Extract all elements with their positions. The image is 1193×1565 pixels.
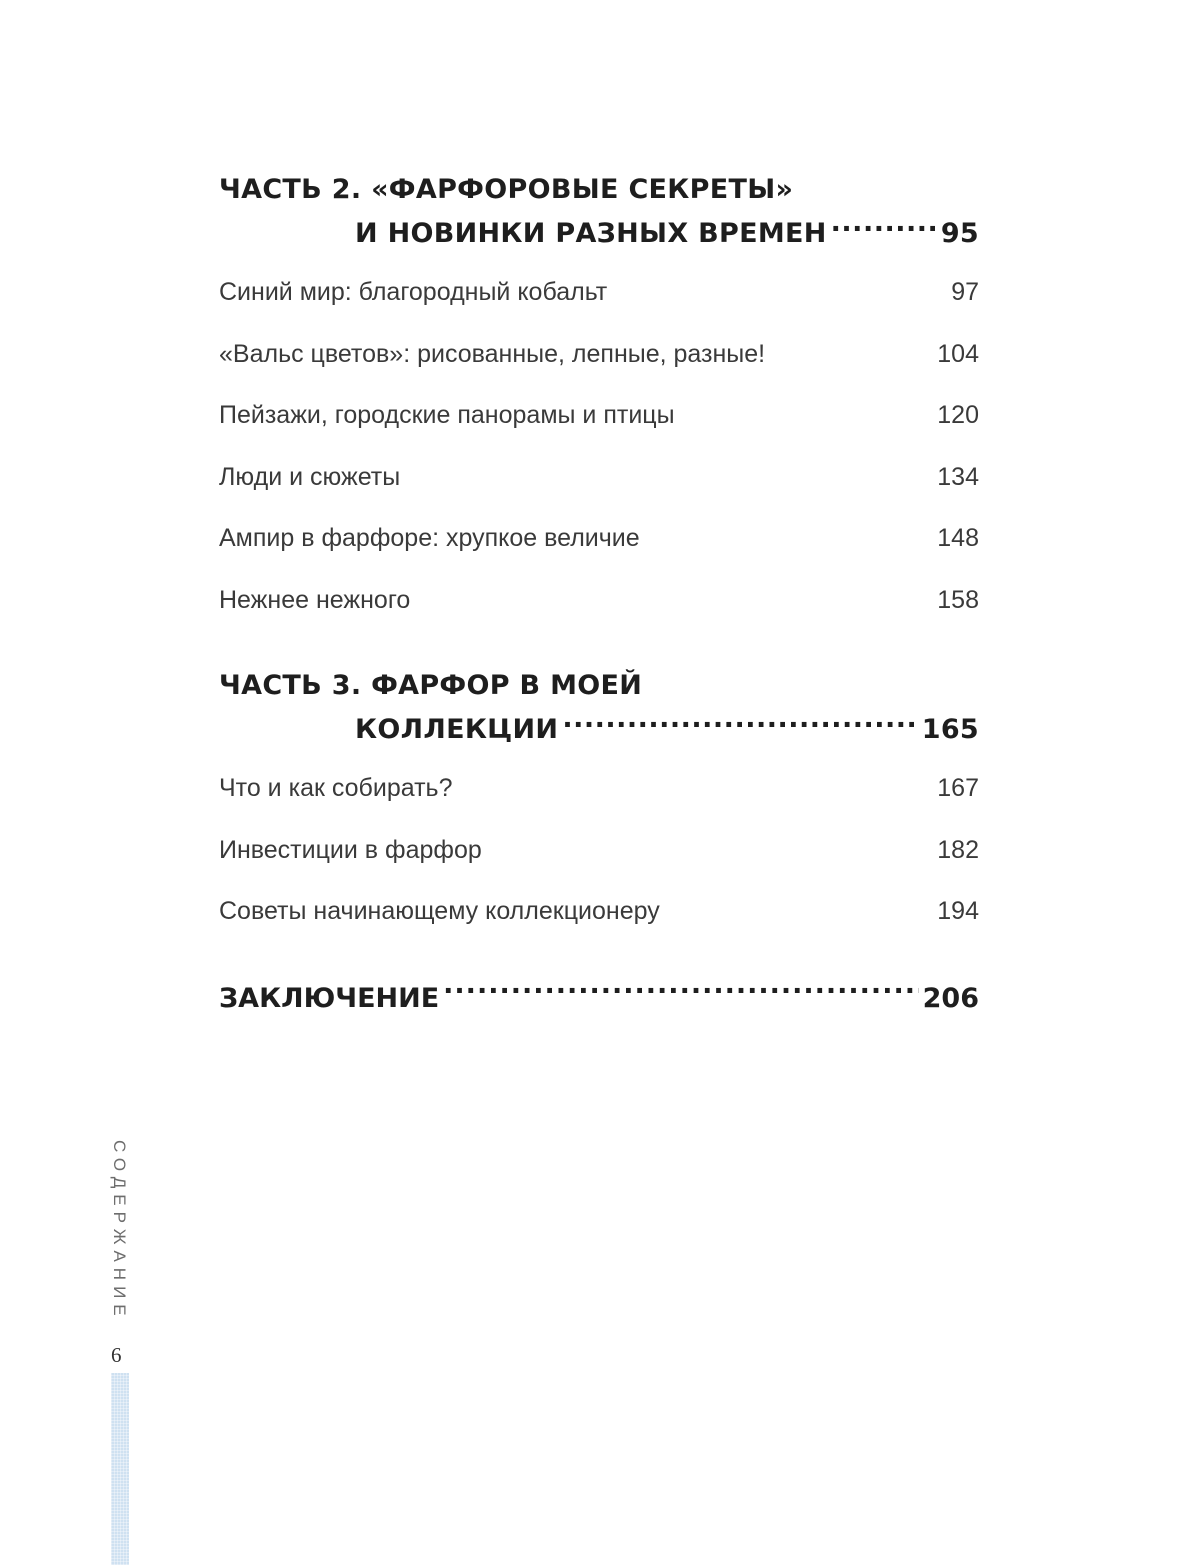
toc-entry[interactable]: [219, 508, 979, 570]
toc-entry-title: Нежнее нежного: [219, 585, 411, 614]
part-3-title-line2-row: [219, 708, 979, 752]
toc-entry[interactable]: [219, 385, 979, 447]
toc-entry-title: Люди и сюжеты: [219, 462, 401, 491]
toc-entry-title: Советы начинающему коллекционеру: [219, 897, 660, 925]
toc-entry[interactable]: [219, 262, 979, 324]
conclusion-page: 206: [922, 983, 979, 1014]
part-3-heading: [219, 664, 979, 752]
toc-entry[interactable]: [219, 447, 979, 509]
toc-entry-title: Что и как собирать?: [219, 774, 453, 802]
dot-leader: [644, 521, 934, 546]
toc-part-3: [219, 664, 979, 943]
accent-bar: [111, 1373, 129, 1565]
toc-entry-page: 194: [937, 897, 979, 925]
toc-entry-page: 134: [937, 462, 979, 491]
dot-leader: [486, 833, 934, 858]
toc-entry[interactable]: [219, 758, 979, 820]
page-number: 6: [111, 1343, 122, 1367]
part-2-entries: [219, 262, 979, 631]
part-2-title-line1: ЧАСТЬ 2. «ФАРФОРОВЫЕ СЕКРЕТЫ»: [219, 174, 794, 205]
dot-leader: [456, 771, 933, 796]
toc-entry-page: 104: [937, 339, 979, 368]
dot-leader: [404, 460, 933, 485]
toc-entry-page: 148: [937, 524, 979, 552]
part-3-title-line2: КОЛЛЕКЦИИ: [355, 714, 559, 745]
dot-leader: [611, 275, 947, 300]
toc-entry-page: 182: [937, 835, 979, 864]
toc-entry[interactable]: [219, 570, 979, 632]
toc-entry-page: 167: [937, 774, 979, 802]
part-3-page: 165: [921, 714, 979, 745]
conclusion-title: ЗАКЛЮЧЕНИЕ: [219, 983, 440, 1014]
dot-leader: [562, 711, 917, 738]
toc-entry-title: «Вальс цветов»: рисованные, лепные, разные!: [219, 339, 766, 368]
dot-leader: [443, 980, 918, 1007]
dot-leader: [831, 215, 937, 242]
toc-entry-title: Инвестиции в фарфор: [219, 835, 482, 864]
part-2-page: 95: [940, 218, 979, 249]
toc-part-2: [219, 168, 979, 631]
conclusion-entry[interactable]: [219, 977, 979, 1021]
toc-entry[interactable]: [219, 820, 979, 882]
part-3-title-line1: ЧАСТЬ 3. ФАРФОР В МОЕЙ: [219, 670, 643, 701]
part-3-entries: [219, 758, 979, 943]
toc-entry-page: 120: [937, 401, 979, 429]
part-2-heading: [219, 168, 979, 256]
toc-entry-title: Пейзажи, городские панорамы и птицы: [219, 401, 675, 429]
dot-leader: [414, 583, 933, 608]
dot-leader: [769, 337, 933, 362]
dot-leader: [664, 894, 934, 919]
toc-entry-page: 158: [937, 585, 979, 614]
toc-entry[interactable]: [219, 881, 979, 943]
toc-entry-title: Синий мир: благородный кобальт: [219, 278, 608, 306]
dot-leader: [679, 398, 934, 423]
part-2-title-line2: И НОВИНКИ РАЗНЫХ ВРЕМЕН: [355, 218, 827, 249]
toc-entry-title: Ампир в фарфоре: хрупкое величие: [219, 524, 640, 552]
toc-entry-page: 97: [951, 278, 979, 306]
part-2-title-line2-row: [219, 212, 979, 256]
running-section-label: СОДЕРЖАНИЕ: [110, 1140, 129, 1322]
toc-entry[interactable]: [219, 324, 979, 386]
toc-conclusion: [219, 977, 979, 1021]
